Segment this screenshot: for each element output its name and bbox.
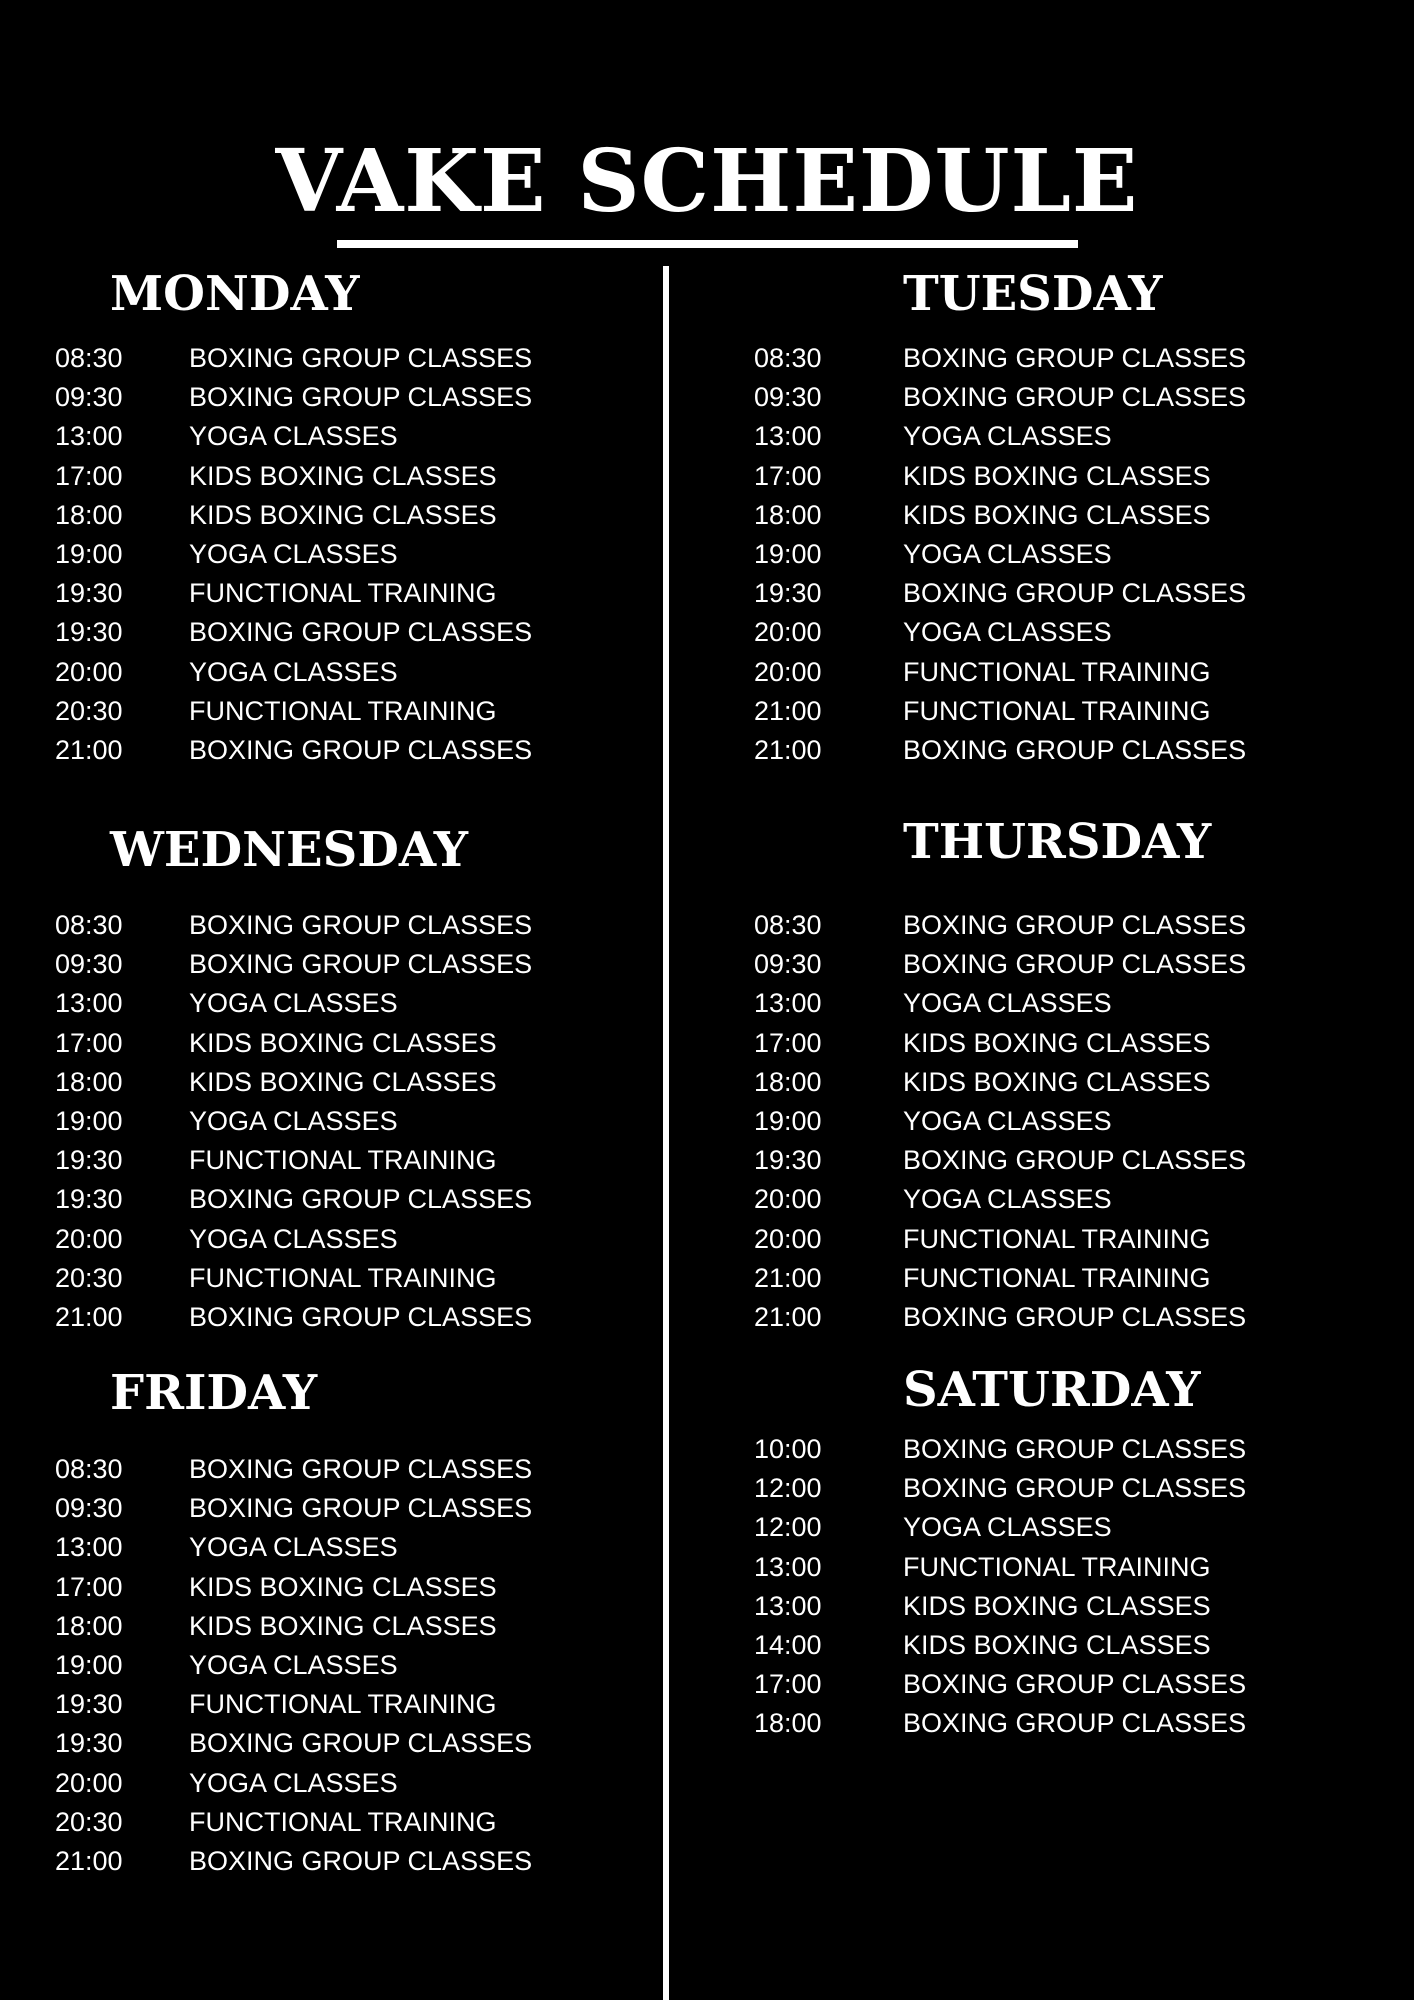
class-time: 17:00 — [754, 1028, 822, 1058]
class-name: BOXING GROUP CLASSES — [903, 1302, 1247, 1332]
class-name: YOGA CLASSES — [189, 539, 398, 569]
class-name: FUNCTIONAL TRAINING — [189, 696, 497, 726]
day-name: FRIDAY — [110, 1365, 318, 1421]
class-name: BOXING GROUP CLASSES — [903, 1669, 1247, 1699]
class-time: 19:30 — [55, 617, 123, 647]
class-time: 20:00 — [754, 1224, 822, 1254]
class-time: 08:30 — [754, 910, 822, 940]
class-time: 19:30 — [55, 1728, 123, 1758]
class-time: 09:30 — [55, 1493, 123, 1523]
class-time: 12:00 — [754, 1512, 822, 1542]
day-name: MONDAY — [110, 266, 360, 322]
class-name: BOXING GROUP CLASSES — [189, 1493, 533, 1523]
class-name: BOXING GROUP CLASSES — [903, 343, 1247, 373]
class-name: KIDS BOXING CLASSES — [903, 461, 1211, 491]
class-name: FUNCTIONAL TRAINING — [903, 1224, 1211, 1254]
title-underline — [337, 240, 1078, 248]
class-time: 21:00 — [754, 735, 822, 765]
class-time: 18:00 — [55, 1611, 123, 1641]
class-name: KIDS BOXING CLASSES — [903, 500, 1211, 530]
class-name: BOXING GROUP CLASSES — [903, 1708, 1247, 1738]
day-name: THURSDAY — [903, 814, 1212, 870]
class-name: BOXING GROUP CLASSES — [189, 1846, 533, 1876]
class-time: 21:00 — [754, 1302, 822, 1332]
class-name: YOGA CLASSES — [903, 1512, 1112, 1542]
class-time: 08:30 — [55, 343, 123, 373]
class-name: BOXING GROUP CLASSES — [189, 910, 533, 940]
class-time: 19:00 — [55, 1650, 123, 1680]
page-title: VAKE SCHEDULE — [275, 131, 1139, 232]
class-time: 19:00 — [55, 1106, 123, 1136]
class-time: 08:30 — [55, 910, 123, 940]
class-time: 09:30 — [754, 382, 822, 412]
class-name: BOXING GROUP CLASSES — [189, 949, 533, 979]
class-name: BOXING GROUP CLASSES — [903, 910, 1247, 940]
class-time: 13:00 — [754, 1591, 822, 1621]
class-name: YOGA CLASSES — [189, 421, 398, 451]
class-name: YOGA CLASSES — [189, 988, 398, 1018]
class-name: KIDS BOXING CLASSES — [903, 1067, 1211, 1097]
class-time: 08:30 — [55, 1454, 123, 1484]
class-name: KIDS BOXING CLASSES — [189, 500, 497, 530]
class-time: 19:00 — [754, 539, 822, 569]
class-name: FUNCTIONAL TRAINING — [903, 696, 1211, 726]
class-time: 13:00 — [754, 421, 822, 451]
class-time: 20:00 — [754, 617, 822, 647]
class-name: KIDS BOXING CLASSES — [189, 1028, 497, 1058]
class-name: FUNCTIONAL TRAINING — [903, 1263, 1211, 1293]
class-name: FUNCTIONAL TRAINING — [189, 578, 497, 608]
class-time: 18:00 — [754, 1708, 822, 1738]
class-time: 20:30 — [55, 1263, 123, 1293]
class-time: 19:30 — [754, 1145, 822, 1175]
class-name: YOGA CLASSES — [189, 1224, 398, 1254]
class-name: YOGA CLASSES — [903, 539, 1112, 569]
class-name: BOXING GROUP CLASSES — [903, 1473, 1247, 1503]
class-name: YOGA CLASSES — [189, 1106, 398, 1136]
class-name: YOGA CLASSES — [189, 1650, 398, 1680]
class-name: KIDS BOXING CLASSES — [189, 461, 497, 491]
class-name: BOXING GROUP CLASSES — [189, 1728, 533, 1758]
class-time: 17:00 — [55, 1028, 123, 1058]
class-time: 19:00 — [55, 539, 123, 569]
class-name: BOXING GROUP CLASSES — [903, 578, 1247, 608]
class-time: 13:00 — [754, 1552, 822, 1582]
class-time: 17:00 — [754, 461, 822, 491]
class-time: 13:00 — [55, 1532, 123, 1562]
class-time: 21:00 — [55, 735, 123, 765]
class-time: 20:30 — [55, 696, 123, 726]
column-divider — [663, 266, 669, 2000]
class-name: BOXING GROUP CLASSES — [903, 1434, 1247, 1464]
class-time: 19:30 — [55, 1184, 123, 1214]
class-time: 20:00 — [55, 657, 123, 687]
class-name: KIDS BOXING CLASSES — [189, 1611, 497, 1641]
class-time: 21:00 — [754, 1263, 822, 1293]
class-name: BOXING GROUP CLASSES — [189, 343, 533, 373]
class-name: YOGA CLASSES — [903, 421, 1112, 451]
class-name: FUNCTIONAL TRAINING — [189, 1807, 497, 1837]
class-name: BOXING GROUP CLASSES — [903, 382, 1247, 412]
class-name: BOXING GROUP CLASSES — [189, 1454, 533, 1484]
class-time: 21:00 — [55, 1302, 123, 1332]
class-time: 20:00 — [754, 1184, 822, 1214]
class-time: 20:00 — [754, 657, 822, 687]
class-name: YOGA CLASSES — [903, 1106, 1112, 1136]
class-time: 19:30 — [55, 578, 123, 608]
class-name: FUNCTIONAL TRAINING — [189, 1263, 497, 1293]
class-name: YOGA CLASSES — [189, 657, 398, 687]
day-name: SATURDAY — [903, 1362, 1201, 1418]
class-name: BOXING GROUP CLASSES — [189, 382, 533, 412]
class-time: 13:00 — [55, 988, 123, 1018]
class-name: KIDS BOXING CLASSES — [903, 1028, 1211, 1058]
class-name: BOXING GROUP CLASSES — [189, 617, 533, 647]
class-name: YOGA CLASSES — [903, 617, 1112, 647]
class-time: 21:00 — [754, 696, 822, 726]
class-time: 13:00 — [754, 988, 822, 1018]
class-name: KIDS BOXING CLASSES — [903, 1630, 1211, 1660]
class-time: 19:30 — [55, 1145, 123, 1175]
class-time: 20:30 — [55, 1807, 123, 1837]
class-name: YOGA CLASSES — [189, 1532, 398, 1562]
class-time: 17:00 — [55, 1572, 123, 1602]
class-name: BOXING GROUP CLASSES — [903, 1145, 1247, 1175]
class-name: BOXING GROUP CLASSES — [903, 735, 1247, 765]
class-name: BOXING GROUP CLASSES — [189, 1184, 533, 1214]
class-name: BOXING GROUP CLASSES — [189, 1302, 533, 1332]
class-name: BOXING GROUP CLASSES — [189, 735, 533, 765]
class-name: YOGA CLASSES — [903, 1184, 1112, 1214]
class-name: KIDS BOXING CLASSES — [189, 1067, 497, 1097]
class-time: 18:00 — [55, 1067, 123, 1097]
class-time: 09:30 — [754, 949, 822, 979]
class-name: FUNCTIONAL TRAINING — [189, 1145, 497, 1175]
class-time: 19:30 — [754, 578, 822, 608]
class-name: BOXING GROUP CLASSES — [903, 949, 1247, 979]
class-time: 17:00 — [754, 1669, 822, 1699]
class-time: 12:00 — [754, 1473, 822, 1503]
class-time: 10:00 — [754, 1434, 822, 1464]
class-time: 17:00 — [55, 461, 123, 491]
class-time: 19:30 — [55, 1689, 123, 1719]
class-time: 09:30 — [55, 949, 123, 979]
class-time: 20:00 — [55, 1768, 123, 1798]
class-time: 08:30 — [754, 343, 822, 373]
class-name: KIDS BOXING CLASSES — [189, 1572, 497, 1602]
class-name: FUNCTIONAL TRAINING — [903, 657, 1211, 687]
class-time: 21:00 — [55, 1846, 123, 1876]
class-name: YOGA CLASSES — [903, 988, 1112, 1018]
day-name: TUESDAY — [903, 266, 1163, 322]
class-time: 19:00 — [754, 1106, 822, 1136]
class-time: 09:30 — [55, 382, 123, 412]
class-name: FUNCTIONAL TRAINING — [189, 1689, 497, 1719]
class-time: 18:00 — [754, 1067, 822, 1097]
day-name: WEDNESDAY — [110, 822, 468, 878]
class-time: 14:00 — [754, 1630, 822, 1660]
class-name: KIDS BOXING CLASSES — [903, 1591, 1211, 1621]
class-time: 18:00 — [55, 500, 123, 530]
class-name: FUNCTIONAL TRAINING — [903, 1552, 1211, 1582]
class-time: 20:00 — [55, 1224, 123, 1254]
class-name: YOGA CLASSES — [189, 1768, 398, 1798]
class-time: 18:00 — [754, 500, 822, 530]
class-time: 13:00 — [55, 421, 123, 451]
